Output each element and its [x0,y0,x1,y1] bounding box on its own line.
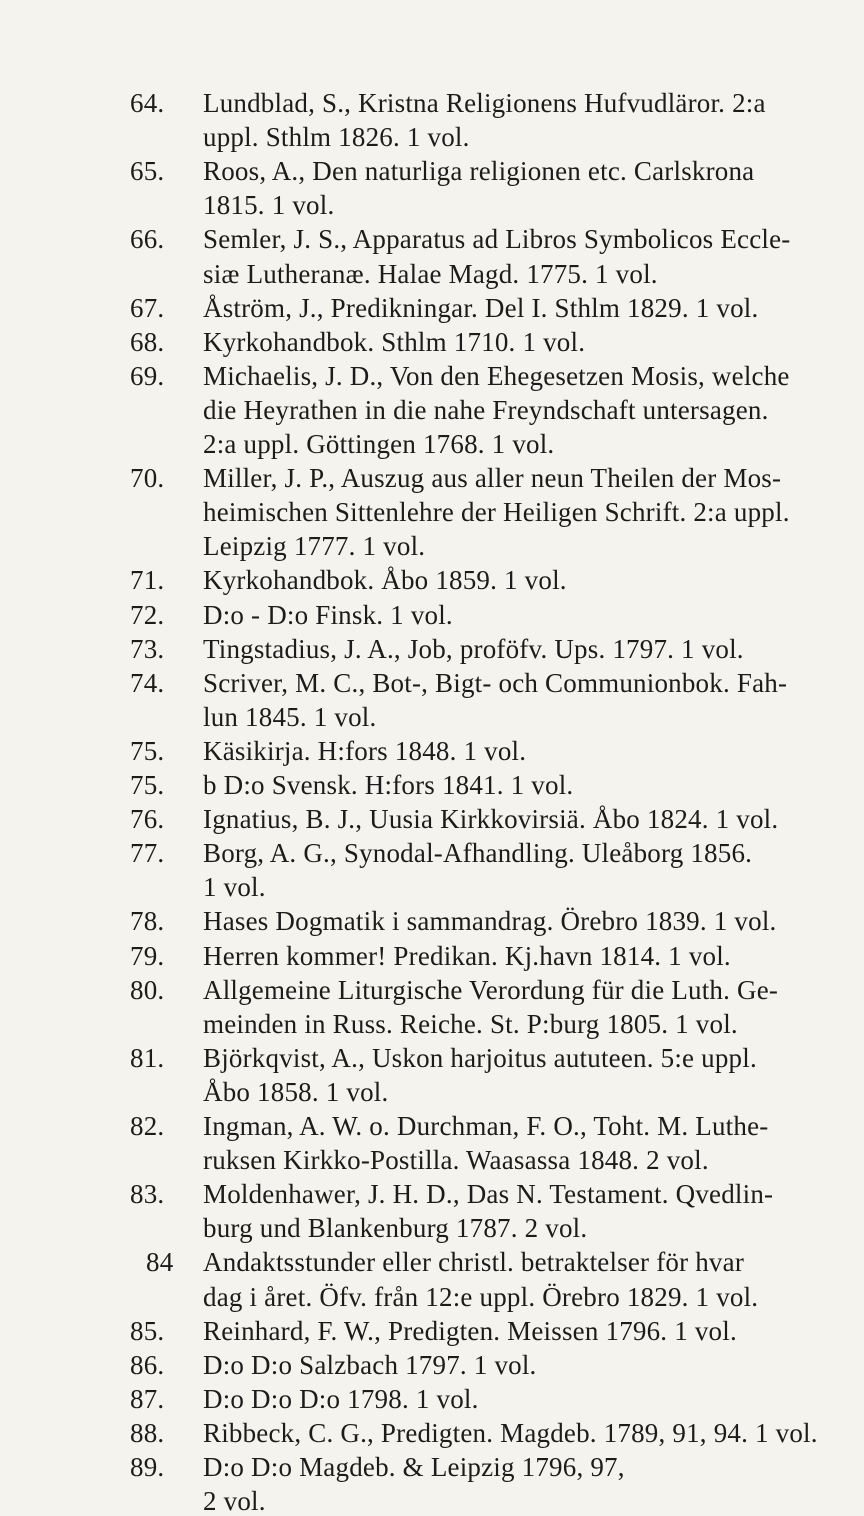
entry-line: 2 vol. [203,1486,266,1516]
entry-number: 65. [130,156,165,187]
entry-number: 66. [130,224,165,255]
entry-number: 82. [130,1111,165,1141]
entry-number: 71. [130,565,165,596]
entry-line: Tingstadius, J. A., Job, proföfv. Ups. 1797. 1 vol. [203,633,744,664]
entry-line: D:o D:o Salzbach 1797. 1 vol. [203,1349,537,1380]
entry-line: Scriver, M. C., Bot-, Bigt- och Communionbok. Fah- [203,667,788,698]
entry-line: ruksen Kirkko-Postilla. Waasassa 1848. 2 vol. [203,1145,709,1176]
entry-line: Michaelis, J. D., Von den Ehegesetzen Mosis, welche [203,360,790,391]
entry-line: Lundblad, S., Kristna Religionens Hufvudläror. 2:a [203,88,766,118]
entry-line: Ingman, A. W. o. Durchman, F. O., Toht. M. Luthe- [203,1111,769,1141]
entry-line: Käsikirja. H:fors 1848. 1 vol. [203,735,527,766]
entry-line: Leipzig 1777. 1 vol. [203,531,426,562]
entry-number: 88. [130,1417,165,1448]
entry-line: dag i året. Öfv. från 12:e uppl. Örebro 1829. 1 vol. [203,1281,759,1312]
entry-line: Hases Dogmatik i sammandrag. Örebro 1839. 1 vol. [203,906,777,937]
entry-number: 84 [146,1247,174,1278]
entry-number: 70. [130,463,165,494]
entry-line: Björkqvist, A., Uskon harjoitus aututeen. 5:e uppl. [203,1042,757,1073]
entry-line: D:o - D:o Finsk. 1 vol. [203,599,453,630]
entry-number: 73. [130,633,165,664]
entry-line: b D:o Svensk. H:fors 1841. 1 vol. [203,770,574,800]
entry-number: 68. [130,326,165,357]
entry-number: 81. [130,1042,165,1073]
entry-number: 78. [130,906,165,937]
entry-line: Roos, A., Den naturliga religionen etc. Carlskrona [203,156,755,187]
entry-line: Åbo 1858. 1 vol. [203,1076,389,1107]
entry-number: 86. [130,1349,165,1380]
entry-number: 72. [130,599,165,630]
entry-number: 80. [130,974,165,1005]
entry-number: 77. [130,838,165,869]
entry-line: Herren kommer! Predikan. Kj.havn 1814. 1 vol. [203,940,731,971]
entry-line: D:o D:o D:o 1798. 1 vol. [203,1383,479,1414]
entry-number: 76. [130,804,165,835]
entry-number: 83. [130,1179,165,1210]
entry-line: 1 vol. [203,872,266,903]
entry-line: Moldenhawer, J. H. D., Das N. Testament. Qvedlin- [203,1179,774,1210]
entry-line: meinden in Russ. Reiche. St. P:burg 1805. 1 vol. [203,1008,738,1039]
entry-number: 89. [130,1452,165,1482]
entry-line: Semler, J. S., Apparatus ad Libros Symbolicos Eccle- [203,224,791,255]
entry-line: Ribbeck, C. G., Predigten. Magdeb. 1789, 91, 94. 1 vol. [203,1417,818,1448]
entry-line: Åström, J., Predikningar. Del I. Sthlm 1829. 1 vol. [203,292,759,323]
entry-number: 64. [130,88,165,118]
entry-line: Allgemeine Liturgische Verordung für die Luth. Ge- [203,974,779,1005]
entry-line: burg und Blankenburg 1787. 2 vol. [203,1213,588,1244]
entry-line: Borg, A. G., Synodal-Afhandling. Uleåborg 1856. [203,838,753,869]
entry-line: 2:a uppl. Göttingen 1768. 1 vol. [203,429,555,459]
entry-number: 74. [130,667,165,698]
entry-line: Reinhard, F. W., Predigten. Meissen 1796. 1 vol. [203,1315,737,1346]
entry-line: heimischen Sittenlehre der Heiligen Schrift. 2:a uppl. [203,497,790,528]
entry-line: die Heyrathen in die nahe Freyndschaft untersagen. [203,394,769,425]
entry-number: 75. [130,735,165,766]
entry-number: 87. [130,1383,165,1414]
entry-line: 1815. 1 vol. [203,190,335,221]
entry-number: 69. [130,360,165,391]
entry-line: Kyrkohandbok. Åbo 1859. 1 vol. [203,565,567,596]
entry-line: Miller, J. P., Auszug aus aller neun Theilen der Mos- [203,463,782,494]
entry-line: siæ Lutheranæ. Halae Magd. 1775. 1 vol. [203,258,658,289]
entry-line: uppl. Sthlm 1826. 1 vol. [203,122,470,153]
entry-number: 75. [130,770,165,800]
entry-number: 79. [130,940,165,971]
entry-line: Kyrkohandbok. Sthlm 1710. 1 vol. [203,326,586,357]
entry-number: 67. [130,292,165,323]
entry-number: 85. [130,1315,165,1346]
entry-line: lun 1845. 1 vol. [203,701,377,732]
entry-line: Ignatius, B. J., Uusia Kirkkovirsiä. Åbo 1824. 1 vol. [203,804,779,835]
entry-line: D:o D:o Magdeb. & Leipzig 1796, 97, [203,1452,625,1482]
entry-line: Andaktsstunder eller christl. betraktelser för hvar [203,1247,745,1278]
